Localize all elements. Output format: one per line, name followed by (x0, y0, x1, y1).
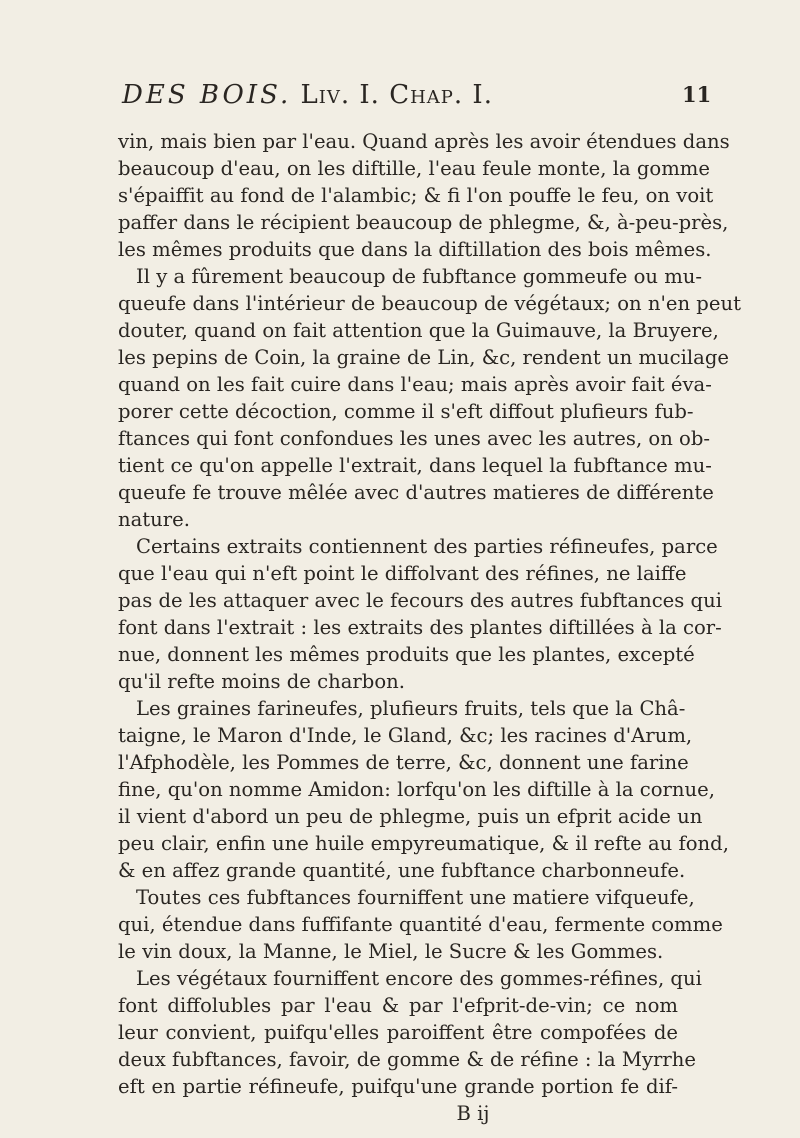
text-line: queufe dans l'intérieur de beaucoup de végétaux; on n'en peut (118, 292, 741, 315)
text-line: pas de les attaquer avec le fecours des autres fubftances qui (118, 589, 722, 612)
text-line: nue, donnent les mêmes produits que les plantes, excepté (118, 643, 695, 666)
text-line: qui, étendue dans fuffifante quantité d'eau, fermente comme (118, 913, 723, 936)
text-line: font dans l'extrait : les extraits des plantes diftillées à la cor- (118, 616, 722, 639)
text-line: douter, quand on fait attention que la Guimauve, la Bruyere, (118, 319, 719, 342)
text-line: leur convient, puifqu'elles paroiffent être compofées de (118, 1021, 678, 1044)
running-title (122, 80, 493, 110)
text-line: qu'il refte moins de charbon. (118, 670, 405, 693)
text-line: Toutes ces fubftances fourniffent une matiere vifqueufe, (136, 886, 695, 909)
text-line: peu clair, enfin une huile empyreumatique, & il refte au fond, (118, 832, 729, 855)
text-line: deux fubftances, favoir, de gomme & de réfine : la Myrrhe (118, 1048, 696, 1071)
page-header (0, 76, 800, 116)
text-line: que l'eau qui n'eft point le diffolvant des réfines, ne laiffe (118, 562, 687, 585)
text-line: s'épaiffit au fond de l'alambic; & fi l'on pouffe le feu, on voit (118, 184, 714, 207)
text-line: le vin doux, la Manne, le Miel, le Sucre & les Gommes. (118, 940, 664, 963)
text-line: Certains extraits contiennent des parties réfineufes, parce (136, 535, 718, 558)
text-line: & en affez grande quantité, une fubftance charbonneufe. (118, 859, 686, 882)
signature-mark: B ij (456, 1102, 490, 1125)
text-line: les mêmes produits que dans la diftillation des bois mêmes. (118, 238, 712, 261)
text-line: font diffolubles par l'eau & par l'efprit-de-vin; ce nom (118, 994, 678, 1017)
text-line: vin, mais bien par l'eau. Quand après les avoir étendues dans (118, 130, 730, 153)
text-line: quand on les fait cuire dans l'eau; mais après avoir fait éva- (118, 373, 712, 396)
text-line: Les végétaux fourniffent encore des gommes-réfines, qui (136, 967, 702, 990)
running-title-chapter: Liv. I. Chap. I. (300, 80, 493, 110)
text-line: porer cette décoction, comme il s'eft diffout plufieurs fub- (118, 400, 694, 423)
text-line: beaucoup d'eau, on les diftille, l'eau feule monte, la gomme (118, 157, 710, 180)
text-line: les pepins de Coin, la graine de Lin, &c, rendent un mucilage (118, 346, 729, 369)
text-line: tient ce qu'on appelle l'extrait, dans lequel la fubftance mu- (118, 454, 712, 477)
text-line: paffer dans le récipient beaucoup de phlegme, &, à-peu-près, (118, 211, 729, 234)
page-number: 11 (682, 82, 712, 107)
text-line: eft en partie réfineufe, puifqu'une grande portion fe dif- (118, 1075, 678, 1098)
text-line: nature. (118, 508, 190, 531)
text-line: il vient d'abord un peu de phlegme, puis un efprit acide un (118, 805, 703, 828)
body-text (118, 128, 741, 1127)
text-line: Les graines farineufes, plufieurs fruits, tels que la Châ- (136, 697, 686, 720)
text-line: fine, qu'on nomme Amidon: lorfqu'on les diftille à la cornue, (118, 778, 715, 801)
text-line: queufe fe trouve mêlée avec d'autres matieres de différente (118, 481, 714, 504)
text-line: ftances qui font confondues les unes avec les autres, on ob- (118, 427, 711, 450)
running-title-book: DES BOIS. (122, 80, 292, 110)
text-line: l'Afphodèle, les Pommes de terre, &c, donnent une farine (118, 751, 689, 774)
text-line: taigne, le Maron d'Inde, le Gland, &c; les racines d'Arum, (118, 724, 693, 747)
text-line: Il y a fûrement beaucoup de fubftance gommeufe ou mu- (136, 265, 703, 288)
